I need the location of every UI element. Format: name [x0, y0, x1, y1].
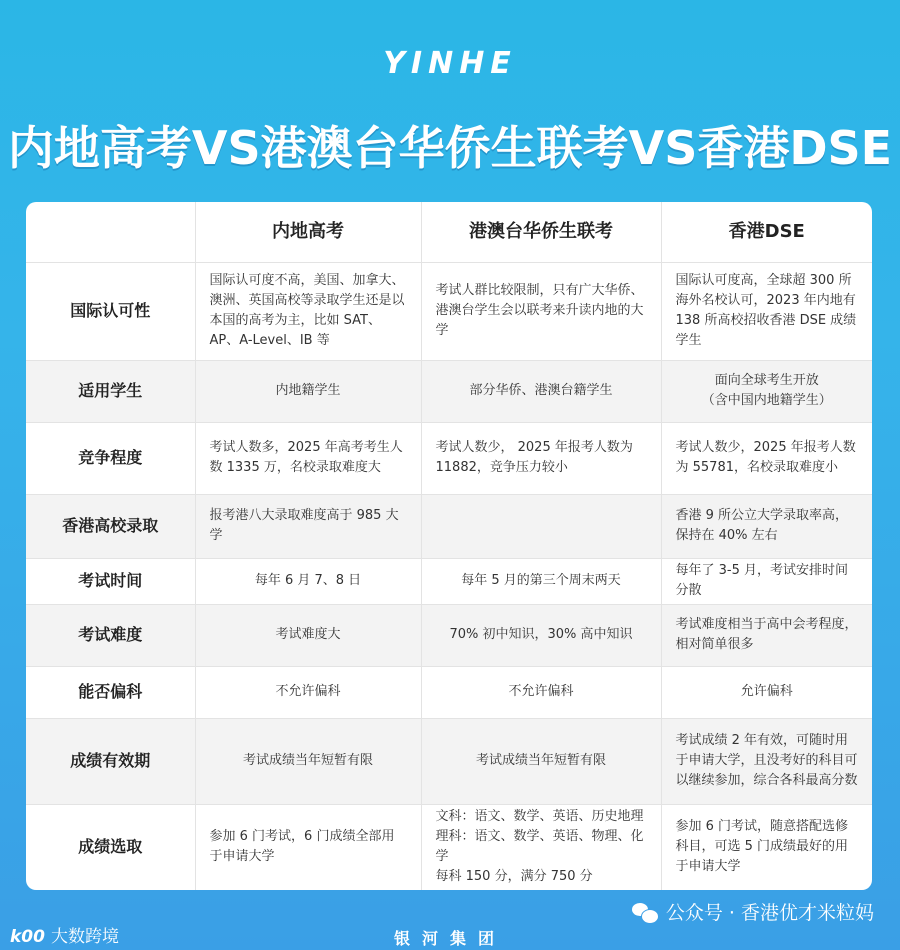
table-cell: 每年了 3-5 月，考试安排时间分散	[661, 558, 872, 604]
table-cell: 国际认可度不高，美国、加拿大、澳洲、英国高校等录取学生还是以本国的高考为主，比如 SAT、AP、A-Level、IB 等	[195, 262, 421, 360]
table-cell: 考试难度相当于高中会考程度，相对简单很多	[661, 604, 872, 666]
table-cell: 考试人数多，2025 年高考考生人数 1335 万，名校录取难度大	[195, 422, 421, 494]
table-cell: 每年 5 月的第三个周末两天	[421, 558, 661, 604]
table-cell	[421, 494, 661, 558]
table-cell: 每年 6 月 7、8 日	[195, 558, 421, 604]
table-row	[26, 804, 872, 890]
table-cell: 香港 9 所公立大学录取率高，保持在 40% 左右	[661, 494, 872, 558]
table-row	[26, 360, 872, 422]
table-cell: 考试成绩 2 年有效，可随时用于申请大学，且没考好的科目可以继续参加，综合各科最高分数	[661, 718, 872, 804]
table-row	[26, 422, 872, 494]
row-label: 竞争程度	[26, 422, 195, 494]
comparison-card	[26, 202, 872, 890]
wechat-account	[632, 898, 874, 925]
table-cell: 不允许偏科	[421, 666, 661, 718]
table-cell: 考试成绩当年短暂有限	[195, 718, 421, 804]
table-row	[26, 558, 872, 604]
table-cell: 参加 6 门考试，6 门成绩全部用于申请大学	[195, 804, 421, 890]
row-label: 成绩选取	[26, 804, 195, 890]
table-cell: 70% 初中知识，30% 高中知识	[421, 604, 661, 666]
row-label: 适用学生	[26, 360, 195, 422]
table-row	[26, 604, 872, 666]
table-cell: 考试难度大	[195, 604, 421, 666]
row-label: 成绩有效期	[26, 718, 195, 804]
table-cell: 不允许偏科	[195, 666, 421, 718]
table-row	[26, 262, 872, 360]
table-row	[26, 666, 872, 718]
company-name: 银河集团	[393, 929, 506, 948]
table-cell: 部分华侨、港澳台籍学生	[421, 360, 661, 422]
wechat-account-text: 公众号 · 香港优才米粒妈	[665, 902, 874, 924]
page-title: 内地高考VS港澳台华侨生联考VS香港DSE	[7, 121, 893, 175]
source-text: 大数跨境	[50, 927, 119, 947]
comparison-table	[26, 202, 872, 890]
table-cell: 内地籍学生	[195, 360, 421, 422]
header-gaokao: 内地高考	[195, 202, 421, 262]
table-cell: 允许偏科	[661, 666, 872, 718]
yinhe-logo: YINHE	[383, 46, 517, 81]
table-row	[26, 494, 872, 558]
row-label: 香港高校录取	[26, 494, 195, 558]
table-cell: 国际认可度高，全球超 300 所海外名校认可，2023 年内地有 138 所高校招收香港 DSE 成绩学生	[661, 262, 872, 360]
row-label: 国际认可性	[26, 262, 195, 360]
table-cell: 考试人群比较限制，只有广大华侨、港澳台学生会以联考来升读内地的大学	[421, 262, 661, 360]
header-lianko: 港澳台华侨生联考	[421, 202, 661, 262]
table-cell: 文科：语文、数学、英语、历史地理 理科：语文、数学、英语、物理、化学 每科 150 分，满分 750 分	[421, 804, 661, 890]
header-dse: 香港DSE	[661, 202, 872, 262]
table-cell: 考试人数少，2025 年报考人数为 55781，名校录取难度小	[661, 422, 872, 494]
header-empty-cell	[26, 202, 195, 262]
source-logo: k00	[10, 927, 45, 947]
table-cell: 报考港八大录取难度高于 985 大学	[195, 494, 421, 558]
table-row	[26, 718, 872, 804]
table-cell: 考试人数少， 2025 年报考人数为 11882，竞争压力较小	[421, 422, 661, 494]
table-cell: 面向全球考生开放 （含中国内地籍学生）	[661, 360, 872, 422]
row-label: 能否偏科	[26, 666, 195, 718]
table-cell: 考试成绩当年短暂有限	[421, 718, 661, 804]
row-label: 考试难度	[26, 604, 195, 666]
table-cell: 参加 6 门考试，随意搭配选修科目，可选 5 门成绩最好的用于申请大学	[661, 804, 872, 890]
wechat-icon	[632, 901, 658, 923]
table-header-row	[26, 202, 872, 262]
row-label: 考试时间	[26, 558, 195, 604]
